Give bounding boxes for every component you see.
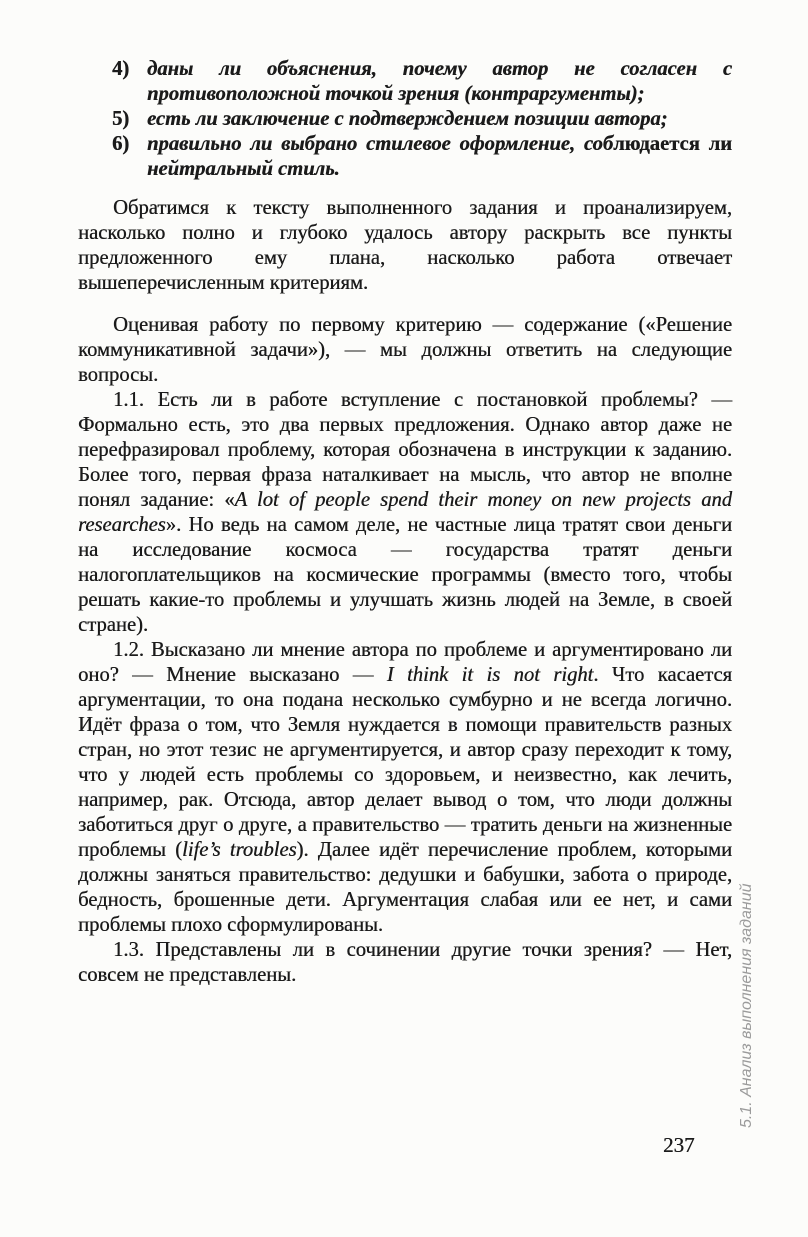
text-run: даны ли объяснения, почему автор не согласен с противоположной точкой зрения (контраргументы); xyxy=(147,58,732,105)
list-item-text xyxy=(147,107,732,132)
paragraph xyxy=(78,638,732,938)
page-number: 237 xyxy=(663,1133,695,1157)
page-content xyxy=(78,57,732,988)
paragraph xyxy=(78,196,732,296)
text-run: правильно ли выбрано стилевое оформление, соб xyxy=(147,133,614,155)
paragraph xyxy=(78,388,732,638)
text-run: есть ли заключение с подтверждением позиции автора; xyxy=(147,108,668,130)
text-run: ». Но ведь на самом деле, не частные лица тратят свои деньги на исследование космоса — государства тратят деньги налогоплательщиков на космические программы (вместо того, чтобы решать какие-то проблемы и улучшать жизнь людей на Земле, в своей стране). xyxy=(78,514,732,636)
text-run: нейтральный стиль. xyxy=(147,158,340,180)
section-sidebar-label: 5.1. Анализ выполнения заданий xyxy=(738,883,755,1128)
list-item-text xyxy=(147,132,732,182)
list-item xyxy=(78,57,732,107)
list-item xyxy=(78,132,732,182)
text-run: life’s troubles xyxy=(182,839,297,861)
list-item-marker: 5) xyxy=(112,108,130,130)
list-item-text xyxy=(147,57,732,107)
list-item xyxy=(78,107,732,132)
text-run: I think it is not right xyxy=(386,664,594,686)
text-run: Обратимся к тексту выполненного задания и проанализируем, насколько полно и глубоко удалось автору раскрыть все пункты предложенного ему плана, насколько работа отвечает вышеперечисленным критериям. xyxy=(78,197,732,294)
paragraph xyxy=(78,313,732,388)
analysis-paragraphs xyxy=(78,196,732,988)
text-run: Оценивая работу по первому критерию — содержание («Решение коммуникативной задачи»), — мы должны ответить на следующие вопросы. xyxy=(78,314,732,386)
text-run: ). Далее идёт перечисление проблем, которыми должны заняться правительство: дедушки и бабушки, забота о природе, бедность, брошенные дети. Аргументация слабая или ее нет, и сами проблемы плохо сформулированы. xyxy=(78,839,732,936)
criteria-list xyxy=(78,57,732,182)
text-run: . Что касается аргументации, то она подана несколько сумбурно и не всегда логично. Идёт фраза о том, что Земля нуждается в помощи правительств разных стран, но этот тезис не аргументируется, и автор сразу переходит к тому, что у людей есть проблемы со здоровьем, и неизвестно, как лечить, например, рак. Отсюда, автор делает вывод о том, что люди должны заботиться друг о друге, а правительство — тратить деньги на жизненные проблемы ( xyxy=(78,664,733,861)
text-run: 1.3. Представлены ли в сочинении другие точки зрения? — Нет, совсем не представлены. xyxy=(78,939,732,986)
paragraph xyxy=(78,938,732,988)
list-item-marker: 6) xyxy=(112,133,130,155)
text-run: людается ли xyxy=(613,133,732,155)
text-run: 1.1. Есть ли в работе вступление с постановкой проблемы? — Формально есть, это два первых предложения. Однако автор даже не перефразировал проблему, которая обозначена в инструкции к заданию. Более того, первая фраза наталкивает на мысль, что автор не вполне понял задание: « xyxy=(78,389,732,511)
list-item-marker: 4) xyxy=(112,58,130,80)
text-run: 1.2. Высказано ли мнение автора по проблеме и аргументировано ли оно? — Мнение высказано — xyxy=(78,639,732,686)
text-run: A lot of people spend their money on new projects and researches xyxy=(78,489,732,536)
